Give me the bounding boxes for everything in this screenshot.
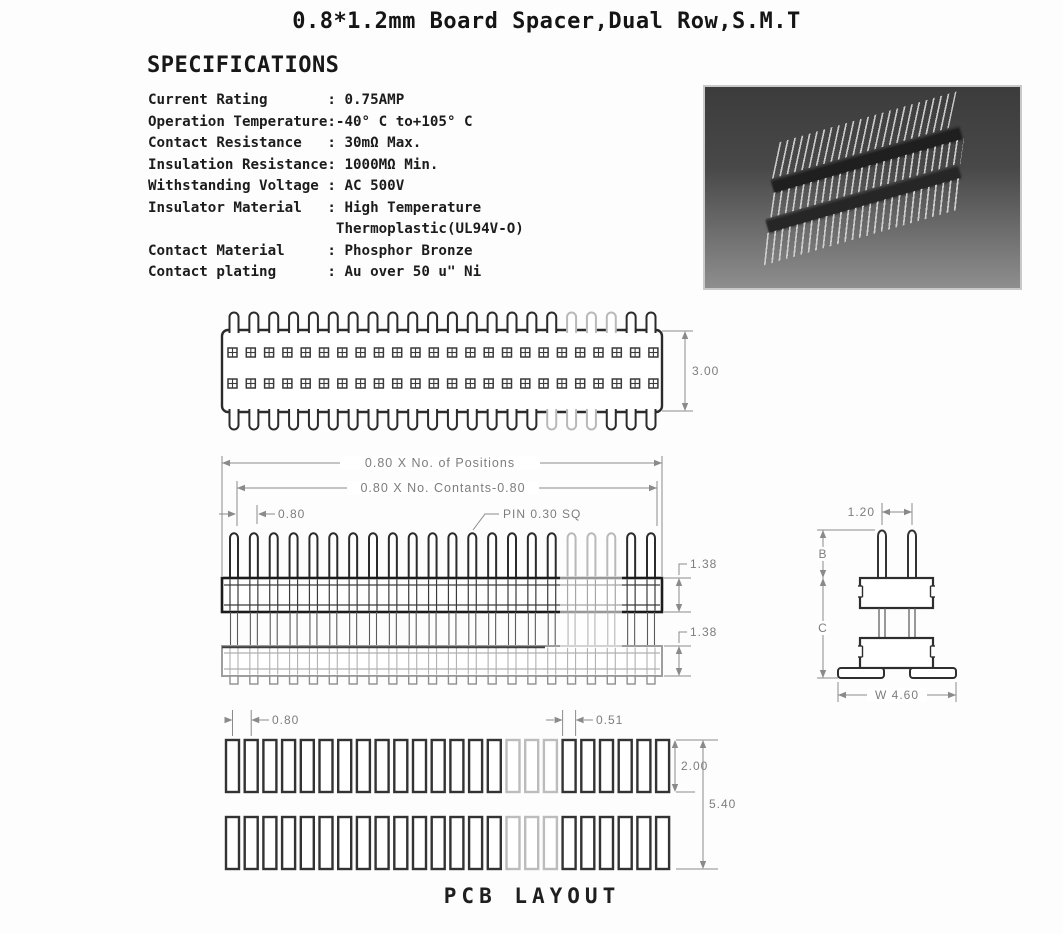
pin: [647, 533, 655, 579]
pin: [508, 533, 516, 579]
dim-arrow: [228, 511, 236, 517]
pad: [301, 740, 314, 792]
pad: [226, 817, 239, 869]
foot: [528, 676, 536, 684]
specifications-heading: SPECIFICATIONS: [147, 53, 340, 78]
foot: [389, 676, 397, 684]
pin: [368, 409, 377, 430]
pad: [432, 740, 445, 792]
dim-label-height: 3.00: [692, 364, 720, 378]
dim-label-overall: 0.80 X No. of Positions: [364, 456, 516, 470]
dim-label-pin: PIN 0.30 SQ: [503, 507, 582, 521]
leader-line: [679, 632, 687, 643]
pad: [450, 740, 463, 792]
pin: [349, 533, 357, 579]
pin: [270, 533, 278, 579]
pin: [289, 313, 298, 334]
pin: [368, 313, 377, 334]
dim-arrow: [838, 692, 846, 698]
pad: [563, 817, 576, 869]
lower-body: [860, 638, 933, 668]
pin: [249, 409, 258, 430]
foot: [568, 676, 576, 684]
pcb-layout-caption: PCB LAYOUT: [443, 884, 621, 908]
dim-arrow: [676, 646, 682, 654]
dim-label-lower-body: 1.38: [690, 625, 718, 639]
dim-arrow: [700, 740, 706, 748]
pin: [249, 313, 258, 334]
foot: [409, 676, 417, 684]
spec-row: Thermoplastic(UL94V-O): [148, 221, 524, 237]
pad: [488, 817, 501, 869]
spec-row: Current Rating : 0.75AMP: [148, 92, 405, 108]
pad: [637, 817, 650, 869]
pin: [878, 531, 886, 579]
side-view-drawing: [815, 495, 1063, 735]
pin: [388, 409, 397, 430]
pin: [908, 531, 916, 579]
pin: [646, 409, 655, 430]
foot: [488, 676, 496, 684]
pin: [290, 533, 298, 579]
pin: [468, 533, 476, 579]
dim-arrow: [676, 578, 682, 586]
pad: [338, 817, 351, 869]
foot: [587, 676, 595, 684]
pad: [263, 817, 276, 869]
pad: [394, 817, 407, 869]
pin: [547, 409, 556, 430]
pin: [547, 313, 556, 334]
dim-label-upper-body: 1.38: [690, 557, 718, 571]
pin: [528, 533, 536, 579]
foot: [607, 676, 615, 684]
foot: [230, 676, 238, 684]
pad: [507, 817, 520, 869]
foot: [290, 676, 298, 684]
pad: [320, 740, 333, 792]
pad: [263, 740, 276, 792]
dim-label-pitch: 0.80: [278, 507, 306, 521]
dim-arrow: [576, 717, 584, 723]
dim-arrow: [225, 717, 233, 723]
pin: [388, 313, 397, 334]
pad: [544, 817, 557, 869]
dim-arrow: [948, 692, 956, 698]
pad: [245, 817, 258, 869]
pad: [525, 740, 538, 792]
pad: [637, 740, 650, 792]
dim-arrow: [654, 460, 662, 466]
dim-label-c: C: [818, 621, 828, 635]
pin: [349, 409, 358, 430]
dim-arrow: [904, 509, 912, 515]
pin: [230, 409, 239, 430]
dim-label-pad-pitch: 0.80: [272, 713, 300, 727]
dim-arrow: [258, 511, 266, 517]
pin: [409, 533, 417, 579]
pad: [619, 740, 632, 792]
pad: [226, 740, 239, 792]
spec-row: Operation Temperature:-40° C to+105° C: [148, 113, 473, 130]
dim-arrow: [820, 670, 826, 678]
pad: [357, 740, 370, 792]
dim-arrow: [682, 403, 688, 411]
front-view-drawing: [215, 450, 727, 695]
dim-arrow: [222, 460, 230, 466]
foot: [349, 676, 357, 684]
dim-arrow: [882, 509, 890, 515]
pad: [656, 817, 669, 869]
dim-arrow: [649, 485, 657, 491]
pin: [507, 313, 516, 334]
pin: [349, 313, 358, 334]
pin: [448, 313, 457, 334]
pad: [338, 740, 351, 792]
break-region: [560, 576, 622, 648]
pin: [527, 313, 536, 334]
pin: [408, 409, 417, 430]
dim-arrow: [682, 331, 688, 339]
top-view-drawing: [215, 308, 725, 440]
pin: [329, 409, 338, 430]
pad: [245, 740, 258, 792]
dim-arrow: [820, 578, 826, 586]
foot: [429, 676, 437, 684]
pin: [230, 533, 238, 579]
pad: [600, 740, 613, 792]
pin: [269, 313, 278, 334]
spec-row: Contact Material : Phosphor Bronze: [148, 242, 473, 259]
spec-row: Insulator Material : High Temperature: [148, 199, 482, 216]
pad: [413, 817, 426, 869]
dim-label-pin-pitch: 1.20: [847, 505, 875, 519]
dim-label-row-span: 5.40: [709, 797, 737, 811]
pin: [428, 409, 437, 430]
specifications-list: [148, 90, 524, 284]
pin: [527, 409, 536, 430]
dim-arrow: [676, 604, 682, 612]
dim-arrow: [237, 485, 245, 491]
connector-illustration: [738, 89, 1002, 288]
dim-arrow: [820, 570, 826, 578]
dim-label-b: B: [818, 547, 828, 561]
foot: [468, 676, 476, 684]
pin: [408, 313, 417, 334]
pin: [488, 313, 497, 334]
spec-row: Withstanding Voltage : AC 500V: [148, 178, 405, 194]
dim-arrow: [672, 784, 678, 792]
spec-row: Insulation Resistance: 1000MΩ Min.: [148, 156, 439, 173]
pad: [450, 817, 463, 869]
pin: [567, 409, 576, 430]
pad: [600, 817, 613, 869]
dim-label-pad-width: 0.51: [596, 713, 624, 727]
pad: [376, 740, 389, 792]
pin: [607, 409, 616, 430]
pad: [507, 740, 520, 792]
dim-label-contacts: 0.80 X No. Contants-0.80: [360, 481, 526, 495]
pin: [369, 533, 377, 579]
pin: [587, 533, 595, 579]
pin: [607, 533, 615, 579]
pad: [282, 740, 295, 792]
foot: [250, 676, 258, 684]
upper-body: [860, 578, 933, 608]
leader-line: [679, 564, 687, 575]
pin: [289, 409, 298, 430]
pin: [448, 533, 456, 579]
pin: [627, 313, 636, 334]
pad: [581, 740, 594, 792]
pin: [548, 533, 556, 579]
pad: [544, 740, 557, 792]
foot: [627, 676, 635, 684]
pin: [627, 409, 636, 430]
pad: [619, 817, 632, 869]
pin: [329, 313, 338, 334]
pad: [320, 817, 333, 869]
pad: [357, 817, 370, 869]
pad: [282, 817, 295, 869]
pad: [525, 817, 538, 869]
pin: [607, 313, 616, 334]
dim-arrow: [676, 668, 682, 676]
spec-row: Contact Resistance : 30mΩ Max.: [148, 135, 422, 151]
pin: [568, 533, 576, 579]
pad: [301, 817, 314, 869]
dim-label-w: W 4.60: [874, 688, 920, 702]
pad: [394, 740, 407, 792]
pin: [389, 533, 397, 579]
pin: [230, 313, 239, 334]
pin: [468, 313, 477, 334]
pad: [432, 817, 445, 869]
pin: [488, 533, 496, 579]
dim-arrow: [672, 740, 678, 748]
pin: [448, 409, 457, 430]
dim-arrow: [700, 861, 706, 869]
pad: [563, 740, 576, 792]
smt-foot: [838, 668, 884, 678]
pin: [309, 313, 318, 334]
pin: [269, 409, 278, 430]
dim-label-pad-height: 2.00: [681, 759, 709, 773]
pin: [309, 533, 317, 579]
pin: [329, 533, 337, 579]
pcb-layout-drawing: [225, 700, 755, 875]
smt-foot: [910, 668, 956, 678]
pad: [469, 817, 482, 869]
foot: [548, 676, 556, 684]
pad: [581, 817, 594, 869]
pad: [469, 740, 482, 792]
pin: [587, 409, 596, 430]
foot: [647, 676, 655, 684]
foot: [508, 676, 516, 684]
lower-body-band: [222, 646, 662, 676]
pin: [646, 313, 655, 334]
pin: [468, 409, 477, 430]
pad: [488, 740, 501, 792]
pin: [507, 409, 516, 430]
pin: [627, 533, 635, 579]
foot: [329, 676, 337, 684]
dim-arrow: [251, 717, 259, 723]
pad: [413, 740, 426, 792]
leader-line: [473, 514, 499, 530]
foot: [270, 676, 278, 684]
spec-row: Contact plating : Au over 50 u" Ni: [148, 264, 482, 280]
dim-arrow: [555, 717, 563, 723]
pin: [309, 409, 318, 430]
foot: [448, 676, 456, 684]
product-photo: [703, 85, 1022, 290]
connector-body: [222, 330, 662, 412]
pin: [250, 533, 258, 579]
foot: [309, 676, 317, 684]
foot: [369, 676, 377, 684]
pad: [656, 740, 669, 792]
pin: [488, 409, 497, 430]
dim-arrow: [820, 530, 826, 538]
pin: [428, 313, 437, 334]
pad: [376, 817, 389, 869]
pin: [429, 533, 437, 579]
page-title: 0.8*1.2mm Board Spacer,Dual Row,S.M.T: [292, 9, 801, 34]
pin: [567, 313, 576, 334]
pin: [587, 313, 596, 334]
